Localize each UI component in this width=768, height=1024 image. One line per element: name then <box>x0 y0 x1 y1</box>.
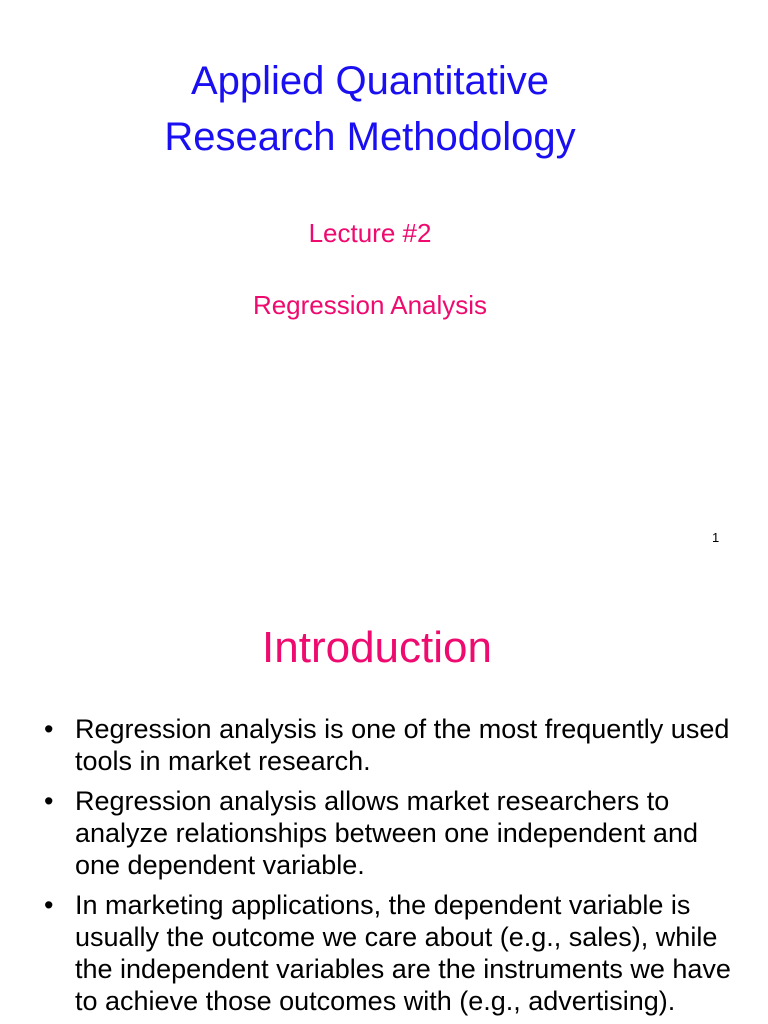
lecture-number: Lecture #2 <box>308 218 432 248</box>
bullet-item <box>44 713 744 777</box>
bullet-icon: • <box>44 786 54 816</box>
bullet-icon: • <box>44 890 54 920</box>
bullet-item <box>44 889 744 1017</box>
lecture-topic: Regression Analysis <box>252 290 488 320</box>
bullet-text: Regression analysis allows market researchers to analyze relationships between one independent and one dependent variable. <box>75 786 698 880</box>
bullet-text: In marketing applications, the dependent variable is usually the outcome we care about (e.g., sales), while the independent variables are the instruments we have to achieve those outcomes with (e.g., advertising). <box>75 890 731 1016</box>
slide-heading: Introduction <box>262 623 492 672</box>
bullet-item <box>44 785 744 881</box>
bullet-list <box>44 713 744 1024</box>
title-line-2: Research Methodology <box>164 115 576 159</box>
title-line-1: Applied Quantitative <box>190 59 549 103</box>
bullet-text: Regression analysis is one of the most frequently used tools in market research. <box>75 714 730 776</box>
page-number: 1 <box>712 530 720 545</box>
introduction-slide <box>0 576 768 1024</box>
bullet-icon: • <box>44 714 54 744</box>
